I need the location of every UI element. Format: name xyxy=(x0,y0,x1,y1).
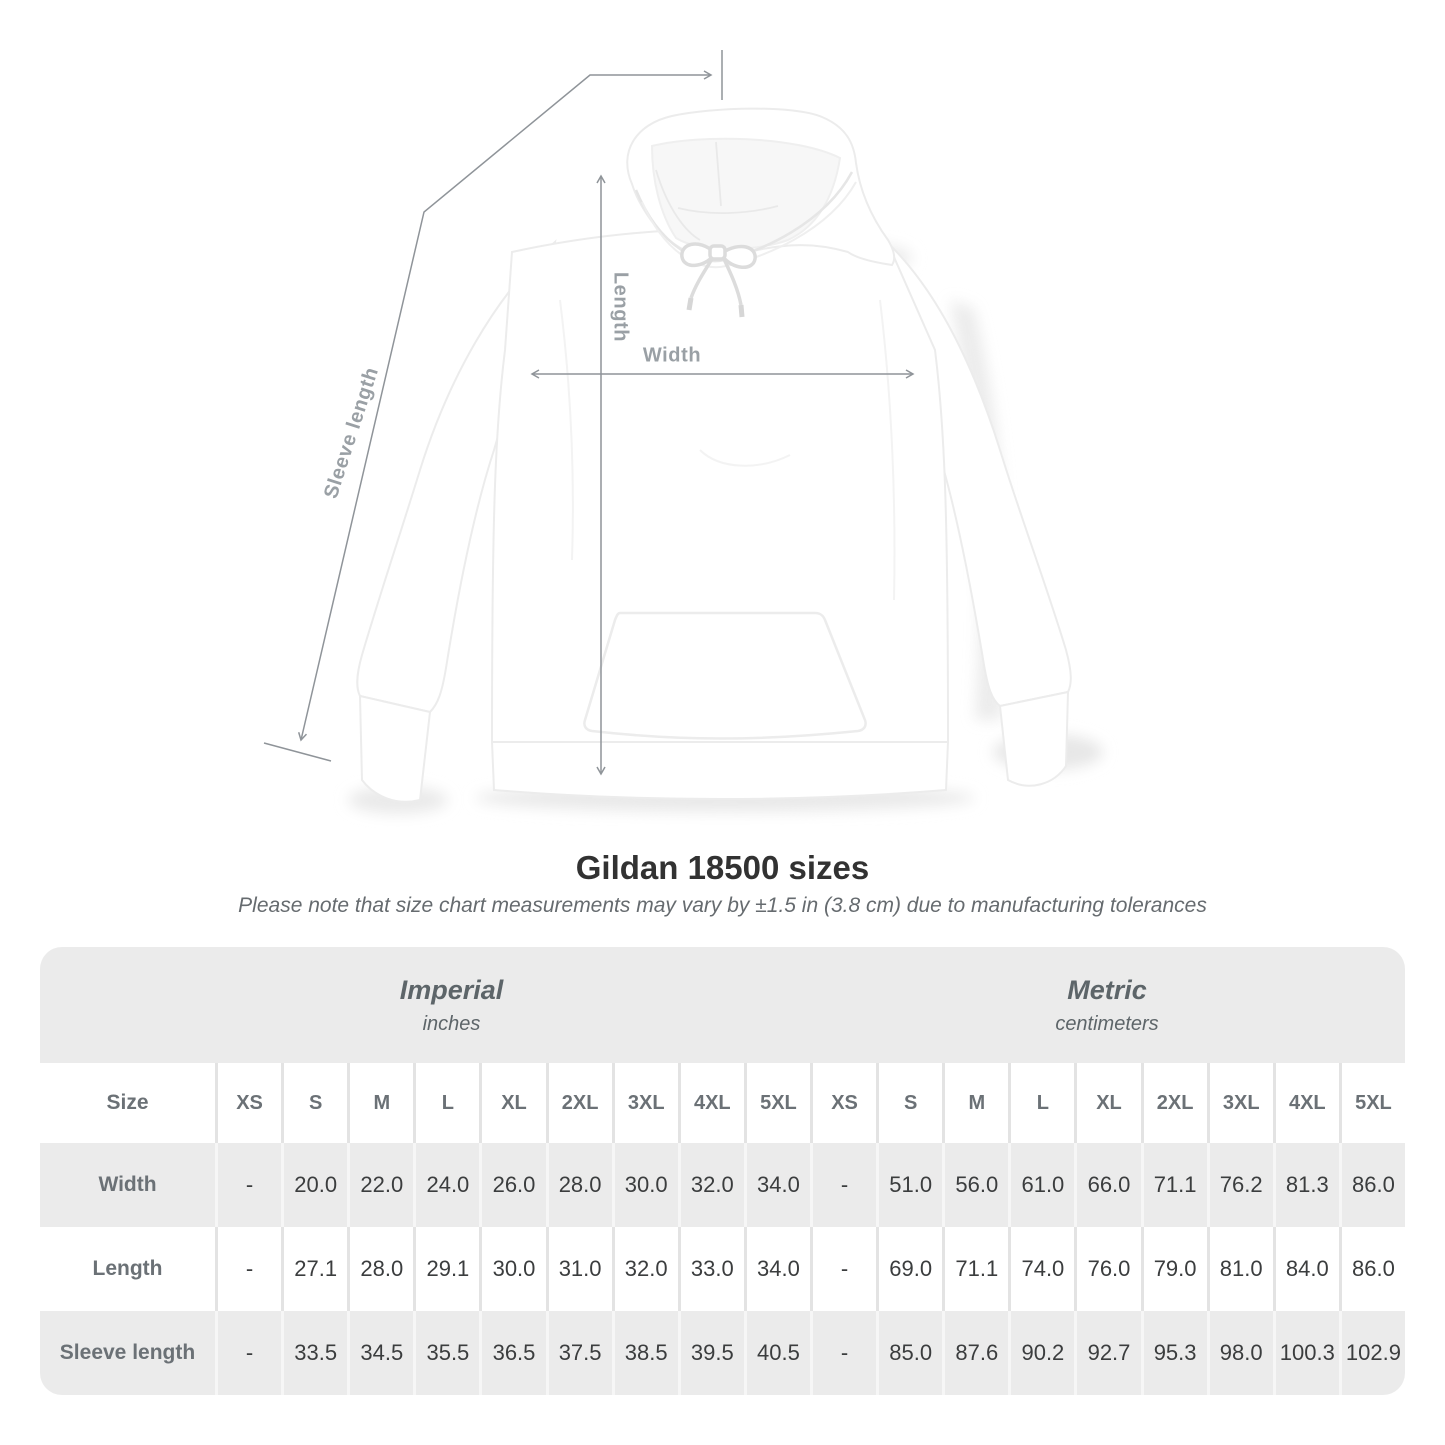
metric-subtitle: centimeters xyxy=(1055,1012,1159,1035)
measurement-cell: 86.0 xyxy=(1339,1143,1405,1227)
measurement-cell: 32.0 xyxy=(678,1143,744,1227)
measurement-cell: - xyxy=(215,1143,281,1227)
measurement-cell: 84.0 xyxy=(1273,1227,1339,1311)
measurement-cell: 85.0 xyxy=(876,1311,942,1395)
measurement-cell: 66.0 xyxy=(1074,1143,1140,1227)
measurement-cell: 79.0 xyxy=(1141,1227,1207,1311)
measurement-cell: 81.0 xyxy=(1207,1227,1273,1311)
measurement-cell: 27.1 xyxy=(281,1227,347,1311)
row-label: Sleeve length xyxy=(40,1311,215,1395)
measurement-cell: 24.0 xyxy=(413,1143,479,1227)
measurement-cell: 29.1 xyxy=(413,1227,479,1311)
measurement-cell: 76.2 xyxy=(1207,1143,1273,1227)
measurement-cell: 38.5 xyxy=(612,1311,678,1395)
size-table xyxy=(40,947,1405,1395)
measurement-cell: 26.0 xyxy=(479,1143,545,1227)
measurement-cell: 92.7 xyxy=(1074,1311,1140,1395)
column-header-size-option: 5XL xyxy=(744,1063,810,1143)
size-grid xyxy=(40,1063,1405,1395)
measurement-cell: 34.0 xyxy=(744,1143,810,1227)
width-label: Width xyxy=(642,344,702,367)
measurement-cell: 34.0 xyxy=(744,1227,810,1311)
column-header-size-option: 2XL xyxy=(546,1063,612,1143)
measurement-cell: 100.3 xyxy=(1273,1311,1339,1395)
page-title: Gildan 18500 sizes xyxy=(575,849,870,886)
measurement-cell: 37.5 xyxy=(546,1311,612,1395)
column-header-size-option: 2XL xyxy=(1141,1063,1207,1143)
measurement-cell: 36.5 xyxy=(479,1311,545,1395)
row-label: Length xyxy=(40,1227,215,1311)
measurement-cell: 98.0 xyxy=(1207,1311,1273,1395)
metric-title: Metric xyxy=(1067,974,1147,1005)
measurement-cell: 51.0 xyxy=(876,1143,942,1227)
column-header-size-option: XS xyxy=(215,1063,281,1143)
measurement-cell: - xyxy=(215,1311,281,1395)
measurement-cell: 30.0 xyxy=(479,1227,545,1311)
measurement-cell: 69.0 xyxy=(876,1227,942,1311)
column-header-size-option: XS xyxy=(810,1063,876,1143)
measurement-cell: - xyxy=(810,1227,876,1311)
measurement-cell: 22.0 xyxy=(347,1143,413,1227)
measurement-cell: 34.5 xyxy=(347,1311,413,1395)
imperial-title: Imperial xyxy=(399,974,504,1005)
column-header-size-option: XL xyxy=(479,1063,545,1143)
measurement-cell: 40.5 xyxy=(744,1311,810,1395)
measurement-cell: 86.0 xyxy=(1339,1227,1405,1311)
measurement-cell: 28.0 xyxy=(347,1227,413,1311)
metric-group-header xyxy=(809,947,1405,1063)
column-header-size-option: L xyxy=(413,1063,479,1143)
measurement-cell: 76.0 xyxy=(1074,1227,1140,1311)
column-header-size-option: 4XL xyxy=(678,1063,744,1143)
measurement-cell: 56.0 xyxy=(942,1143,1008,1227)
column-header-size-option: 5XL xyxy=(1339,1063,1405,1143)
measurement-cell: 61.0 xyxy=(1008,1143,1074,1227)
measurement-cell: 71.1 xyxy=(942,1227,1008,1311)
measurement-cell: 20.0 xyxy=(281,1143,347,1227)
column-header-size-option: M xyxy=(347,1063,413,1143)
measurement-cell: 71.1 xyxy=(1141,1143,1207,1227)
imperial-subtitle: inches xyxy=(422,1012,481,1035)
unit-group-band xyxy=(40,947,1405,1063)
measurement-cell: 87.6 xyxy=(942,1311,1008,1395)
column-header-size-option: 3XL xyxy=(1207,1063,1273,1143)
hoodie-pocket xyxy=(584,613,865,739)
measurement-cell: - xyxy=(215,1227,281,1311)
column-header-size-option: S xyxy=(281,1063,347,1143)
column-header-size-option: 4XL xyxy=(1273,1063,1339,1143)
measurement-cell: 33.0 xyxy=(678,1227,744,1311)
sleeve-length-label: Sleeve length xyxy=(319,364,384,502)
column-header-size-option: S xyxy=(876,1063,942,1143)
measurement-cell: 30.0 xyxy=(612,1143,678,1227)
measurement-cell: 102.9 xyxy=(1339,1311,1405,1395)
measurement-cell: - xyxy=(810,1143,876,1227)
measurement-cell: 28.0 xyxy=(546,1143,612,1227)
imperial-group-header xyxy=(40,947,809,1063)
measurement-cell: 32.0 xyxy=(612,1227,678,1311)
measurement-cell: 90.2 xyxy=(1008,1311,1074,1395)
hoodie-hood xyxy=(627,109,894,268)
measurement-cell: 39.5 xyxy=(678,1311,744,1395)
length-label: Length xyxy=(609,271,632,343)
measurement-cell: 95.3 xyxy=(1141,1311,1207,1395)
measurement-cell: 31.0 xyxy=(546,1227,612,1311)
column-header-size-option: M xyxy=(942,1063,1008,1143)
measurement-cell: 81.3 xyxy=(1273,1143,1339,1227)
measurement-cell: 35.5 xyxy=(413,1311,479,1395)
tolerance-note: Please note that size chart measurements may vary by ±1.5 in (3.8 cm) due to manufacturing tolerances xyxy=(238,894,1207,917)
row-label: Width xyxy=(40,1143,215,1227)
column-header-size-option: 3XL xyxy=(612,1063,678,1143)
measurement-cell: 74.0 xyxy=(1008,1227,1074,1311)
column-header-size-option: XL xyxy=(1074,1063,1140,1143)
column-header-size: Size xyxy=(40,1063,215,1143)
measurement-cell: - xyxy=(810,1311,876,1395)
column-header-size-option: L xyxy=(1008,1063,1074,1143)
measurement-cell: 33.5 xyxy=(281,1311,347,1395)
